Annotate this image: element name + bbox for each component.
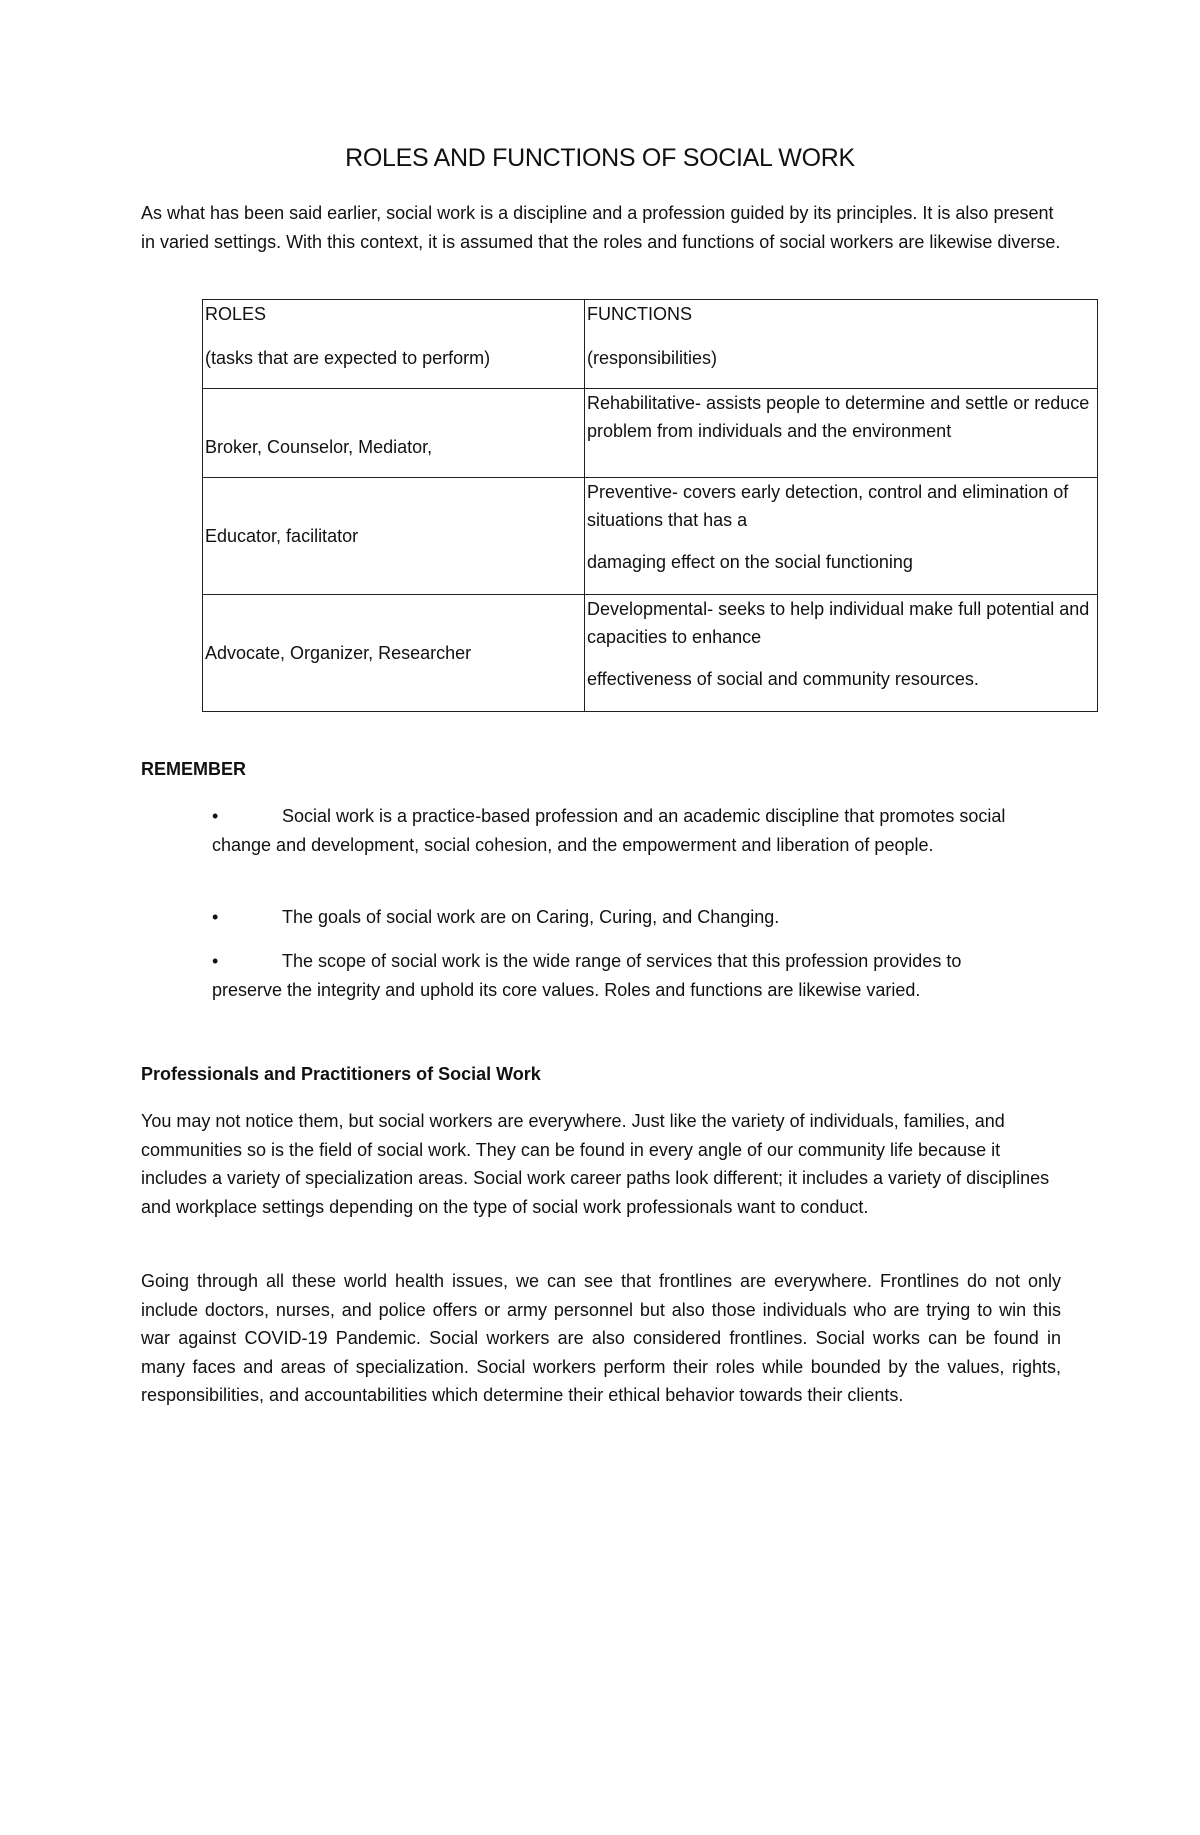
function-text: Developmental- seeks to help individual make full potential and capacities to enhance — [587, 599, 1090, 647]
bullet-item — [212, 802, 1032, 859]
functions-header-subtitle: (responsibilities) — [587, 348, 718, 368]
function-text: damaging effect on the social functioning — [587, 552, 913, 572]
bullet-text: The scope of social work is the wide range of services that this profession provides to preserve the integrity and uphold its core values. Roles and functions are likewise varied. — [212, 951, 962, 1000]
professionals-heading: Professionals and Practitioners of Social Work — [141, 1064, 541, 1084]
role-cell: Advocate, Organizer, Researcher — [203, 595, 585, 712]
function-text: Preventive- covers early detection, control and elimination of situations that has a — [587, 482, 1069, 530]
roles-header-subtitle: (tasks that are expected to perform) — [205, 348, 491, 368]
remember-heading: REMEMBER — [141, 759, 247, 779]
roles-functions-table — [202, 299, 1098, 712]
bullet-text: Social work is a practice-based profession and an academic discipline that promotes social change and development, social cohesion, and the empowerment and liberation of people. — [212, 806, 1006, 855]
professionals-paragraph-1: You may not notice them, but social workers are everywhere. Just like the variety of individuals, families, and communities so is the field of social work. They can be found in every angle of our community life because it includes a variety of specialization areas. Social work career paths look different; it includes a variety of disciplines and workplace settings depending on the type of social work professionals want to conduct. — [141, 1111, 1050, 1217]
bullet-item — [212, 903, 1032, 932]
table-row — [203, 478, 1098, 595]
intro-paragraph: As what has been said earlier, social work is a discipline and a profession guided by its principles. It is also present in varied settings. With this context, it is assumed that the roles and functions of social workers are likewise diverse. — [141, 203, 1061, 252]
functions-header-title: FUNCTIONS — [587, 304, 692, 324]
table-header-row — [203, 300, 1098, 389]
roles-header-cell — [203, 300, 585, 389]
role-cell: Broker, Counselor, Mediator, — [203, 389, 585, 478]
role-cell: Educator, facilitator — [203, 478, 585, 595]
document-title: ROLES AND FUNCTIONS OF SOCIAL WORK — [345, 144, 855, 172]
function-cell — [585, 389, 1098, 478]
roles-header-title: ROLES — [205, 304, 267, 324]
table-row — [203, 595, 1098, 712]
function-text: Rehabilitative- assists people to determine and settle or reduce problem from individuals and the environment — [587, 393, 1090, 441]
function-text: effectiveness of social and community resources. — [587, 669, 979, 689]
function-cell — [585, 478, 1098, 595]
bullet-marker: • — [212, 806, 219, 826]
functions-header-cell — [585, 300, 1098, 389]
function-cell — [585, 595, 1098, 712]
bullet-text: The goals of social work are on Caring, Curing, and Changing. — [282, 907, 780, 927]
bullet-item — [212, 947, 1032, 1004]
bullet-marker: • — [212, 907, 219, 927]
bullet-marker: • — [212, 951, 219, 971]
table-row — [203, 389, 1098, 478]
professionals-paragraph-2: Going through all these world health issues, we can see that frontlines are everywhere. Frontlines do not only include doctors, nurses, and police offers or army personnel but also those individuals who are trying to win this war against COVID-19 Pandemic. Social workers are also considered frontlines. Social works can be found in many faces and areas of specialization. Social workers perform their roles while bounded by the values, rights, responsibilities, and accountabilities which determine their ethical behavior towards their clients. — [141, 1271, 1061, 1405]
